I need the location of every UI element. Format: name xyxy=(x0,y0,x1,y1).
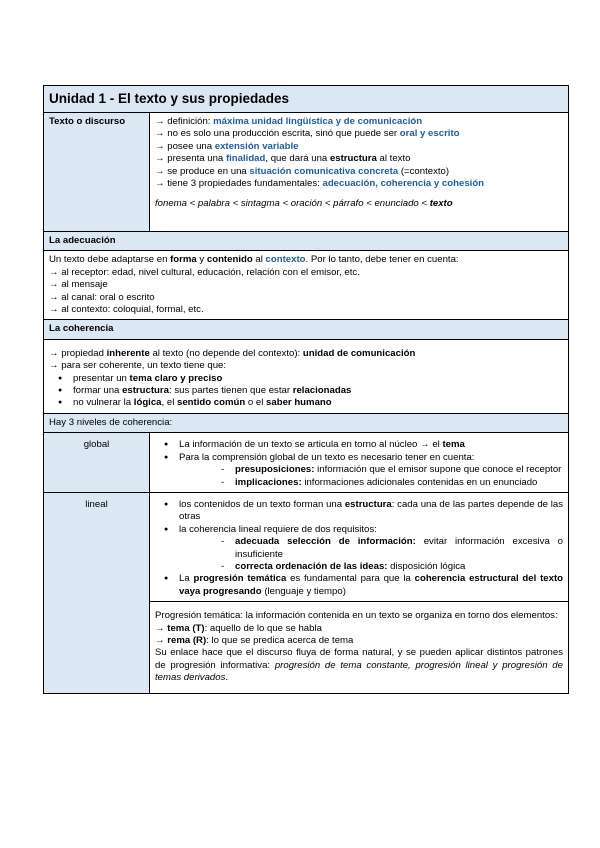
coherencia-bullet: ● no vulnerar la lógica, el sentido común o el saber humano xyxy=(49,397,563,409)
global-label: global xyxy=(44,433,150,493)
coherencia-content xyxy=(44,339,569,413)
adecuacion-item: → al contexto: coloquial, formal, etc. xyxy=(49,304,204,316)
lineal-bullet: ● los contenidos de un texto forman una estructura: cada una de las partes depende de las otras xyxy=(155,499,563,524)
texto-line-5: → se produce en una situación comunicativa concreta (=contexto) xyxy=(155,165,450,177)
texto-content xyxy=(150,113,569,232)
notes-table xyxy=(43,85,569,694)
niveles-heading: Hay 3 niveles de coherencia: xyxy=(44,413,569,432)
global-sub: - presuposiciones: información que el emisor supone que conoce el receptor xyxy=(179,464,563,476)
lineal-sub: - correcta ordenación de las ideas: disposición lógica xyxy=(179,561,563,573)
progresion-content xyxy=(150,602,569,693)
lineal-bullet: ● La progresión temática es fundamental para que la coherencia estructural del texto vaya progresando (lenguaje y tiempo) xyxy=(155,573,563,598)
coherencia-line-2: → para ser coherente, un texto tiene que: xyxy=(49,360,227,372)
adecuacion-item: → al mensaje xyxy=(49,279,108,291)
progresion-patterns: Su enlace hace que el discurso fluya de forma natural, y se pueden aplicar distintos patrones de progresión informativa: progresión de tema constante, progresión lineal y progresión de temas derivados. xyxy=(155,647,563,684)
global-sub: - implicaciones: informaciones adicionales contenidas en un enunciado xyxy=(179,477,563,489)
coherencia-heading: La coherencia xyxy=(44,320,569,339)
texto-label: Texto o discurso xyxy=(44,113,150,232)
adecuacion-intro: Un texto debe adaptarse en forma y contenido al contexto. Por lo tanto, debe tener en cuenta: xyxy=(49,254,459,266)
progresion-intro: Progresión temática: la información contenida en un texto se organiza en torno dos elementos: xyxy=(155,610,558,622)
lineal-label: lineal xyxy=(44,492,150,693)
adecuacion-content xyxy=(44,251,569,320)
texto-line-4: → presenta una finalidad, que dará una estructura al texto xyxy=(155,153,411,165)
texto-line-1: → definición: máxima unidad lingüística y de comunicación xyxy=(155,116,423,127)
progresion-rema: → rema (R): lo que se predica acerca de tema xyxy=(155,634,354,646)
texto-hierarchy: fonema < palabra < sintagma < oración < párrafo < enunciado < texto xyxy=(155,198,453,210)
progresion-tema: → tema (T): aquello de lo que se habla xyxy=(155,622,322,634)
lineal-content xyxy=(150,492,569,601)
lineal-bullet: ● la coherencia lineal requiere de dos requisitos: - adecuada selección de información: evitar información excesiva o insuficiente - correcta ordenación de las ideas: disposición lógica xyxy=(155,524,563,574)
texto-line-6: → tiene 3 propiedades fundamentales: adecuación, coherencia y cohesión xyxy=(155,178,485,190)
global-content xyxy=(150,433,569,493)
adecuacion-item: → al receptor: edad, nivel cultural, educación, relación con el emisor, etc. xyxy=(49,266,360,278)
adecuacion-heading: La adecuación xyxy=(44,232,569,251)
lineal-sub: - adecuada selección de información: evitar información excesiva o insuficiente xyxy=(179,536,563,561)
coherencia-line-1: → propiedad inherente al texto (no depende del contexto): unidad de comunicación xyxy=(49,347,416,359)
texto-line-3: → posee una extensión variable xyxy=(155,140,299,152)
texto-line-2: → no es solo una producción escrita, sinó que puede ser oral y escrito xyxy=(155,128,460,140)
global-bullet: ● La información de un texto se articula en torno al núcleo → el tema xyxy=(155,439,563,451)
coherencia-bullet: ● formar una estructura: sus partes tienen que estar relacionadas xyxy=(49,385,563,397)
global-bullet: ● Para la comprensión global de un texto es necesario tener en cuenta: - presuposiciones: información que el emisor supone que conoce el receptor - implicaciones: informaciones adicionales contenidas en un enunciado xyxy=(155,452,563,489)
adecuacion-item: → al canal: oral o escrito xyxy=(49,291,155,303)
page-title: Unidad 1 - El texto y sus propiedades xyxy=(44,86,569,113)
coherencia-bullet: ● presentar un tema claro y preciso xyxy=(49,373,563,385)
